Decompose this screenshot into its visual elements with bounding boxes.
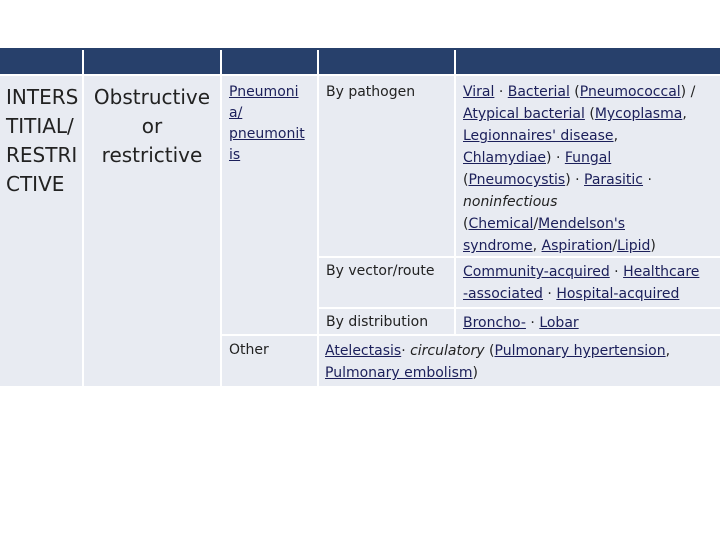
atelectasis-link[interactable]: Atelectasis: [325, 343, 402, 359]
pneumonitis-link[interactable]: is: [229, 147, 241, 163]
hospital-acquired-link[interactable]: Hospital-acquired: [556, 286, 680, 302]
by-pathogen-label: By pathogen: [326, 84, 416, 100]
lipid-link[interactable]: Lipid: [617, 238, 651, 254]
separator-dot: ·: [498, 84, 504, 100]
label-line: restrictive: [101, 143, 203, 167]
bacterial-link[interactable]: Bacterial: [507, 84, 570, 100]
header-divider: [82, 50, 84, 74]
separator-dot: ·: [555, 150, 561, 166]
noninfectious-text: noninfectious: [463, 194, 558, 210]
header-divider: [220, 50, 222, 74]
community-acquired-link[interactable]: Community-acquired: [463, 264, 610, 280]
fungal-link[interactable]: Fungal: [564, 150, 612, 166]
pneumocystis-link[interactable]: Pneumocystis: [468, 172, 566, 188]
other-list: Atelectasis· circulatory (Pulmonary hypertension, Pulmonary embolism): [325, 343, 671, 381]
parasitic-link[interactable]: Parasitic: [584, 172, 644, 188]
separator-dot: ·: [614, 264, 619, 280]
vector-list: [463, 261, 718, 305]
pulmonary-embolism-link[interactable]: Pulmonary embolism: [325, 365, 473, 381]
broncho-link[interactable]: Broncho-: [463, 315, 526, 331]
label-line: RESTRI: [6, 143, 78, 167]
pneumonia-link[interactable]: Pneumoni: [229, 84, 299, 100]
pulmonary-hypertension-link[interactable]: Pulmonary hypertension: [494, 343, 666, 359]
mycoplasma-link[interactable]: Mycoplasma: [594, 106, 683, 122]
interstitial-restrictive-label: [6, 83, 78, 199]
pneumonia-link[interactable]: a/: [229, 105, 243, 121]
healthcare-associated-link[interactable]: -associated: [463, 286, 543, 302]
table-header-bar: [0, 48, 720, 74]
classification-table: [0, 76, 720, 386]
distribution-list: [463, 312, 579, 334]
column-divider: [317, 76, 319, 386]
healthcare-link[interactable]: Healthcare: [623, 264, 700, 280]
by-vector-route-label: By vector/route: [326, 263, 435, 279]
label-line: TITIAL/: [6, 114, 74, 138]
other-label: Other: [229, 342, 269, 358]
by-distribution-label: By distribution: [326, 314, 429, 330]
viral-link[interactable]: Viral: [463, 84, 495, 100]
lobar-link[interactable]: Lobar: [539, 315, 579, 331]
legionnaires-link[interactable]: Legionnaires' disease: [463, 128, 614, 144]
mendelsons-link[interactable]: Mendelson's: [538, 216, 625, 232]
header-divider: [454, 50, 456, 74]
separator-dot: ·: [647, 172, 652, 188]
mendelsons-syndrome-link[interactable]: syndrome: [463, 238, 533, 254]
pathogen-list: Viral · Bacterial (Pneumococcal) / Atypical bacterial (Mycoplasma, Legionnaires' disease, Chlamydiae) · Fungal (Pneumocystis) · Parasitic · noninfectious (Chemical/Mendelson's syndrome, Aspiration/Lipid): [463, 84, 696, 254]
label-line: INTERS: [6, 85, 79, 109]
separator-dot: ·: [575, 172, 580, 188]
label-line: or: [141, 114, 163, 138]
row-divider: [319, 307, 720, 309]
separator-dot: ·: [530, 315, 535, 331]
label-line: CTIVE: [6, 172, 65, 196]
separator-dot: ·: [547, 286, 552, 302]
atypical-bacterial-link[interactable]: Atypical bacterial: [463, 106, 585, 122]
circulatory-text: circulatory: [410, 343, 485, 359]
aspiration-link[interactable]: Aspiration: [541, 238, 613, 254]
chemical-link[interactable]: Chemical: [468, 216, 534, 232]
header-divider: [317, 50, 319, 74]
column-divider: [220, 76, 222, 386]
pneumococcal-link[interactable]: Pneumococcal: [579, 84, 681, 100]
column-divider: [454, 76, 456, 334]
column-divider: [82, 76, 84, 386]
label-line: Obstructive: [93, 85, 211, 109]
pneumonitis-link[interactable]: pneumonit: [229, 126, 305, 142]
pneumonia-pneumonitis-label: [229, 82, 305, 166]
chlamydiae-link[interactable]: Chlamydiae: [463, 150, 547, 166]
separator-dot: ·: [401, 343, 406, 359]
obstructive-restrictive-label: [88, 83, 216, 170]
row-divider: [222, 334, 720, 336]
